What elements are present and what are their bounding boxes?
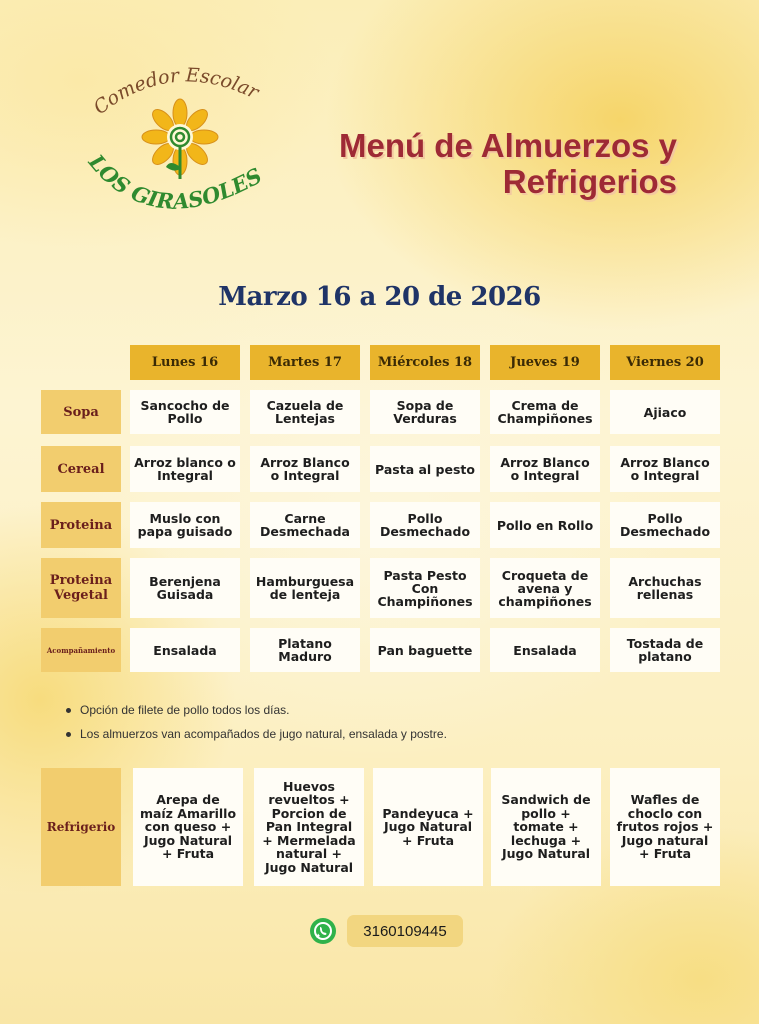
menu-cell: Arroz blanco o Integral bbox=[130, 446, 240, 492]
menu-cell: Pollo Desmechado bbox=[610, 502, 720, 548]
row-label-refrigerio: Refrigerio bbox=[41, 768, 121, 886]
snack-cell: Pandeyuca + Jugo Natural + Fruta bbox=[373, 768, 483, 886]
menu-cell: Arroz Blanco o Integral bbox=[610, 446, 720, 492]
menu-cell: Ajiaco bbox=[610, 390, 720, 434]
school-logo bbox=[72, 62, 292, 232]
note-item: Los almuerzos van acompañados de jugo natural, ensalada y postre. bbox=[64, 727, 704, 741]
menu-cell: Pan baguette bbox=[370, 628, 480, 672]
menu-cell: Arroz Blanco o Integral bbox=[250, 446, 360, 492]
logo-bottom-text: LOS GIRASOLES bbox=[83, 149, 266, 214]
sunflower-logo-icon bbox=[72, 62, 292, 232]
date-range: Marzo 16 a 20 de 2026 bbox=[218, 282, 541, 312]
menu-cell: Tostada de platano bbox=[610, 628, 720, 672]
row-label-cereal: Cereal bbox=[41, 446, 121, 492]
day-header-friday: Viernes 20 bbox=[610, 345, 720, 380]
menu-cell: Sopa de Verduras bbox=[370, 390, 480, 434]
menu-cell: Berenjena Guisada bbox=[130, 558, 240, 618]
phone-number[interactable]: 3160109445 bbox=[347, 915, 463, 947]
menu-cell: Ensalada bbox=[490, 628, 600, 672]
menu-cell: Hamburguesa de lenteja bbox=[250, 558, 360, 618]
menu-cell: Cazuela de Lentejas bbox=[250, 390, 360, 434]
snack-cell: Arepa de maíz Amarillo con queso + Jugo Natural + Fruta bbox=[133, 768, 243, 886]
day-header-wednesday: Miércoles 18 bbox=[370, 345, 480, 380]
menu-cell: Pasta Pesto Con Champiñones bbox=[370, 558, 480, 618]
page-title bbox=[277, 128, 677, 200]
menu-cell: Pollo en Rollo bbox=[490, 502, 600, 548]
menu-cell: Carne Desmechada bbox=[250, 502, 360, 548]
menu-cell: Ensalada bbox=[130, 628, 240, 672]
snack-cell: Sandwich de pollo + tomate + lechuga + Jugo Natural bbox=[491, 768, 601, 886]
day-header-tuesday: Martes 17 bbox=[250, 345, 360, 380]
note-item: Opción de filete de pollo todos los días. bbox=[64, 703, 704, 717]
row-label-acompanamiento: Acompañamiento bbox=[41, 628, 121, 672]
menu-cell: Archuchas rellenas bbox=[610, 558, 720, 618]
row-label-sopa: Sopa bbox=[41, 390, 121, 434]
logo-top-text: Comedor Escolar bbox=[89, 64, 263, 120]
title-line-1: Menú de Almuerzos y bbox=[338, 127, 677, 164]
row-label-proteina-vegetal: Proteina Vegetal bbox=[41, 558, 121, 618]
day-header-monday: Lunes 16 bbox=[130, 345, 240, 380]
row-label-proteina: Proteina bbox=[41, 502, 121, 548]
menu-cell: Sancocho de Pollo bbox=[130, 390, 240, 434]
menu-cell: Platano Maduro bbox=[250, 628, 360, 672]
menu-cell: Muslo con papa guisado bbox=[130, 502, 240, 548]
whatsapp-icon[interactable] bbox=[309, 917, 337, 945]
menu-cell: Pollo Desmechado bbox=[370, 502, 480, 548]
title-line-2: Refrigerios bbox=[502, 163, 677, 200]
day-header-thursday: Jueves 19 bbox=[490, 345, 600, 380]
snack-cell: Huevos revueltos + Porcion de Pan Integral + Mermelada natural + Jugo Natural bbox=[254, 768, 364, 886]
menu-cell: Croqueta de avena y champiñones bbox=[490, 558, 600, 618]
menu-cell: Arroz Blanco o Integral bbox=[490, 446, 600, 492]
snack-cell: Wafles de choclo con frutos rojos + Jugo natural + Fruta bbox=[610, 768, 720, 886]
notes-list bbox=[64, 703, 704, 751]
menu-cell: Pasta al pesto bbox=[370, 446, 480, 492]
menu-cell: Crema de Champiñones bbox=[490, 390, 600, 434]
